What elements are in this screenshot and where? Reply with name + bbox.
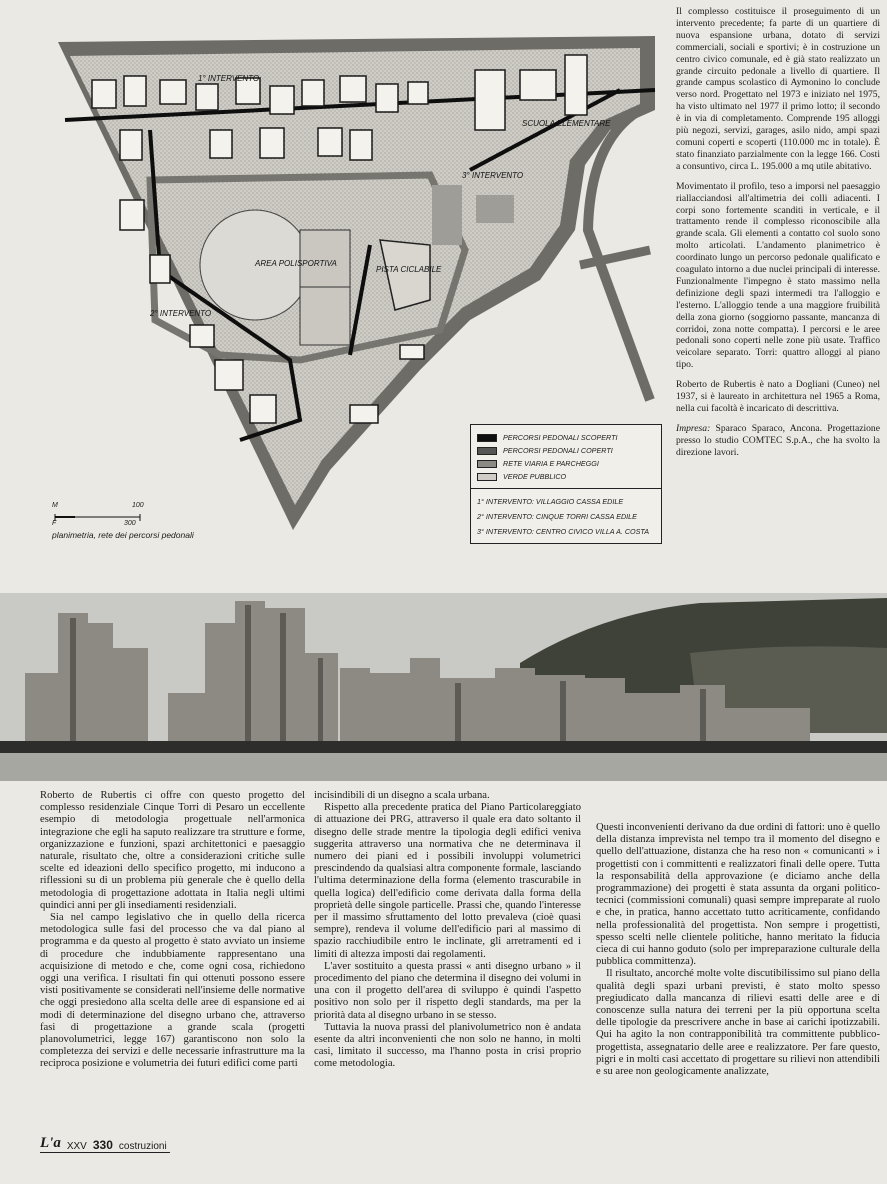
label-intervento-1: 1° INTERVENTO (198, 74, 260, 83)
label-intervento-3: 3° INTERVENTO (462, 171, 524, 180)
page-folio (40, 1135, 170, 1153)
impresa-text: Sparaco Sparaco, Ancona. Progettazione presso lo studio COMTEC S.p.A., che ha svolto la direzione lavori. (676, 422, 880, 458)
article-column-3 (596, 822, 880, 1078)
sidebar-paragraph: Roberto de Rubertis è nato a Dogliani (Cuneo) nel 1937, si è laureato in architettura nel 1965 a Roma, nella cui facoltà è incaricato di descrittiva. (676, 379, 880, 414)
scale-100: 100 (132, 502, 144, 509)
legend-item (477, 434, 618, 442)
article-paragraph: Roberto de Rubertis ci offre con questo progetto del complesso residenziale Cinque Torri di Pesaro un eccellente esempio di metodologia progettuale nell'armonica integrazione che egli ha saputo realizzare tra strutture e forme, organizzazione e funzioni, spazi architettonici e paesaggio naturale, risultato che, oltre a considerazioni critiche sulle scelte ed ideazioni dello specifico progetto, mi inducono a riflessioni su di un problema più generale che è quello della metodologia di progettazione adottata in Italia negli ultimi quindici anni per gli insediamenti residenziali. (40, 790, 305, 911)
legend-intervento-1: 1° INTERVENTO: VILLAGGIO CASSA EDILE (477, 497, 624, 506)
complex-photo-image (0, 593, 887, 781)
article-column-1 (40, 790, 305, 1071)
label-area-polisportiva: AREA POLISPORTIVA (255, 259, 337, 268)
site-plan (0, 0, 665, 590)
article-paragraph: Rispetto alla precedente pratica del Piano Particolareggiato di attuazione dei PRG, attraverso il quale era dato soltanto il disegno delle strade mentre la tipologia degli edifici veniva suggerita attraverso una normativa che ne determinava il numero dei piani ed i possibili involuppi volumetrici prescindendo da qualsiasi altra componente formale, lasciando l'ultima determinazione della forma (elemento trascurabile in quella logica) dell'edificio come derivata dalla forma della proprietà delle singole particelle. Prassi che, quando l'interesse per il massimo sfruttamento del lotto prevaleva (cioè quasi sempre), rendeva il volume dell'edificio pari al massimo di spazio racchiudibile entro le inclinate, gli arretramenti ed i limiti di altezza imposti dai regolamenti. (314, 802, 581, 960)
article-paragraph: incisindibili di un disegno a scala urbana. (314, 790, 490, 801)
magazine-logo: L'a (40, 1135, 61, 1151)
plan-caption: planimetria, rete dei percorsi pedonali (52, 530, 194, 540)
article-column-2 (314, 790, 581, 1071)
legend-label: VERDE PUBBLICO (503, 472, 567, 482)
project-sidebar (676, 6, 880, 467)
volume-number: XXV (66, 1141, 87, 1152)
article-paragraph: Il risultato, ancorché molte volte discutibilissimo sul piano della qualità degli spazi urbani previsti, è stato molto spesso pregiudicato dalla mancanza di rilievi esatti delle aree e di conoscenze sulla natura dei terreni per la più opportuna scelta delle tipologie da prescrivere anche in base ai carichi ipotizzabili. Qui ha agito la non contrapponibilità tra committente pubblico-progettista, assegnatario delle aree e realizzatore. Per fare questo, pigri e in molti casi accettato di progettare su rilievi non attendibili e su aree non geologicamente analizzate, (596, 968, 880, 1078)
scale-f: F (52, 520, 57, 527)
legend-label: PERCORSI PEDONALI COPERTI (503, 446, 613, 456)
impresa-label: Impresa: (676, 422, 711, 434)
scale-300: 300 (124, 520, 136, 527)
label-scuola-elementare: SCUOLA ELEMENTARE (522, 119, 611, 128)
scale-m: M (52, 502, 58, 509)
sidebar-paragraph: Il complesso costituisce il proseguimento di un intervento precedente; fa parte di un quartiere di nuova espansione urbana, dotato di servizi commerciali, sociali e sportivi; è in costruzione un centro civico comunale, ed è già stato realizzato un grande circuito pedonale a livello di quartiere. Il grande campus scolastico di Aymonino lo conclude verso nord. Progettato nel 1973 e iniziato nel 1975, ha visto ultimato nel 1977 il primo lotto; il secondo è in via di completamento. Comprende 195 alloggi più negozi, servizi, garages, asilo nido, ampi spazi comuni coperti e scoperti (110.000 mc in totale). È stato finanziato parzialmente con la legge 166. Costi a consuntivo, circa L. 195.000 a mq utile abitativo. (676, 6, 880, 172)
label-intervento-2: 2° INTERVENTO (150, 309, 212, 318)
legend-item (477, 460, 599, 468)
legend-swatch (477, 460, 497, 468)
legend-intervento-3: 3° INTERVENTO: CENTRO CIVICO VILLA A. COSTA (477, 527, 650, 536)
label-pista-ciclabile: PISTA CICLABILE (376, 265, 442, 274)
article-paragraph: Sia nel campo legislativo che in quello della ricerca metodologica sulle fasi del processo che va dal piano al programma e da questo al progetto è stato avviato un insieme di procedure che indubbiamente rappresentano una acquisizione di metodo e che, come ogni cosa, richiedono oggi una verifica. I risultati fin qui ottenuti possono essere visti positivamente se considerati nell'insieme delle normative che oggi presiedono alla scelta delle aree di espansione ed ai modi di determinazione del disegno urbano che, attraverso fasi di progettazione a grande scala (progetti planovolumetrici, legge 167) garantiscono non solo la completezza dei servizi e delle necessarie infrastrutture ma la reciproca posizione e volumetria dei futuri edifici come parti (40, 912, 305, 1070)
legend-item (477, 447, 613, 455)
sidebar-paragraph: Movimentato il profilo, teso a imporsi nel paesaggio riallacciandosi all'altimetria dei colli adiacenti. I corpi sono fortemente scanditi in verticale, e il trattamento rende il complesso riconoscibile alla grande scala. Gli elementi a contatto col suolo sono molto articolati. L'andamento planimetrico è coordinato lungo un percorso pedonale qualificato e coagulato intorno a due nuclei principali di interesse. Funzionalmente l'impegno è stato massimo nella definizione degli spazi intermedi tra l'alloggio e l'esterno. L'alloggio tende a una maggiore fruibilità della zona giorno (soggiorno passante, mancanza di corridoi, zona notte compatta). I percorsi e le aree pedonali sono coperti nelle zone più usate. Traffico veicolare separato. Torri: quattro alloggi al piano tipo. (676, 180, 880, 371)
legend-swatch (477, 434, 497, 442)
page-number: 330 (92, 1138, 113, 1152)
legend-divider (471, 488, 661, 489)
legend-label: RETE VIARIA E PARCHEGGI (503, 459, 599, 469)
legend-swatch (477, 447, 497, 455)
article-paragraph: Tuttavia la nuova prassi del planivolumetrico non è andata esente da altri inconvenienti che non solo ne hanno, in molti casi, limitato il successo, ma l'hanno posta in crisi proprio come metodologia. (314, 1021, 581, 1070)
magazine-section: costruzioni (118, 1141, 167, 1152)
complex-photo (0, 593, 887, 781)
article-paragraph: L'aver sostituito a questa prassi « anti disegno urbano » il procedimento del piano che determina il disegno dei volumi in una con il progetto dell'area di sviluppo è quindi l'aspetto positivo non solo per il rispetto degli standards, ma per la priorità data al disegno urbano in se stesso. (314, 960, 581, 1021)
legend-item (477, 473, 566, 481)
legend-intervento-2: 2° INTERVENTO: CINQUE TORRI CASSA EDILE (477, 512, 637, 521)
legend-swatch (477, 473, 497, 481)
legend-label: PERCORSI PEDONALI SCOPERTI (503, 433, 618, 443)
sidebar-paragraph (676, 423, 880, 459)
article-paragraph: Questi inconvenienti derivano da due ordini di fattori: uno è quello della distanza imprevista nel tempo tra il momento del disegno e quello dell'attuazione, distanza che ha reso non « comunicanti » i progettisti con i committenti e realizzatori finali delle opere. Tutta la responsabilità della approvazione (e diciamo anche della programmazione) dei progetti è stata assunta da organi politico-tecnici (commissioni comunali) quasi sempre impreparate al ruolo e che, in pratica, hanno accettato tutto acriticamente, confidando nella professionalità del progettista. Non sempre i progettisti, spesso scelti nelle clientele politiche, hanno meritato la fiducia cieca di cui hanno goduto (solo per impreparazione culturale della pubblica committenza). (596, 822, 880, 968)
